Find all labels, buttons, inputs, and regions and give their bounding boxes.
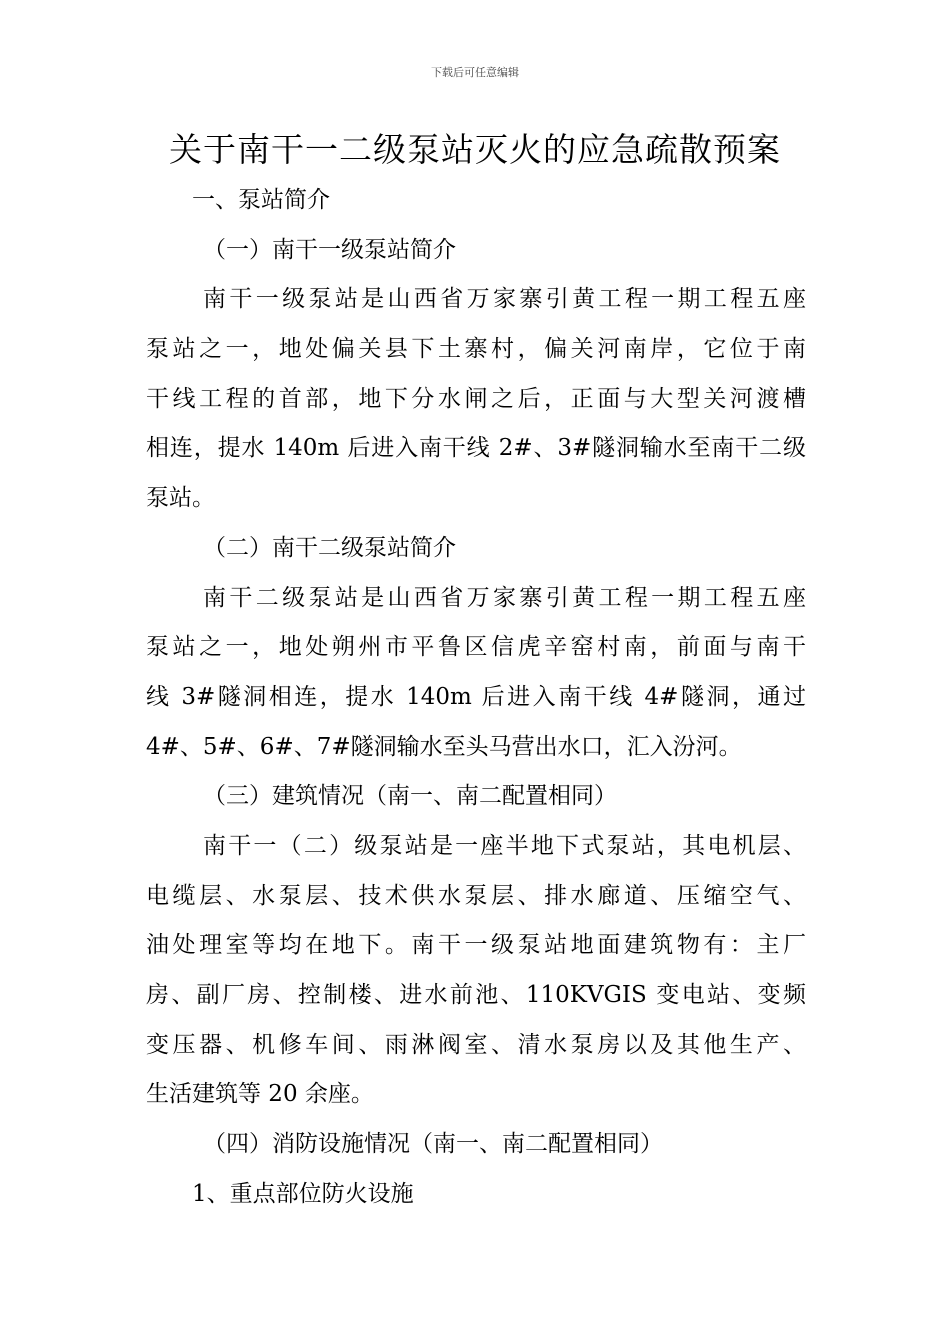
subsection-heading: （四）消防设施情况（南一、南二配置相同） xyxy=(203,1131,663,1158)
paragraph-line: 南干一级泵站是山西省万家寨引黄工程一期工程五座 xyxy=(203,286,806,313)
paragraph-line: 相连，提水 140m 后进入南干线 2#、3#隧洞输水至南干二级 xyxy=(146,435,806,462)
paragraph-line: 泵站。 xyxy=(146,485,215,512)
paragraph-line: 干线工程的首部，地下分水闸之后，正面与大型关河渡槽 xyxy=(146,385,806,412)
paragraph-line: 4#、5#、6#、7#隧洞输水至头马营出水口，汇入汾河。 xyxy=(146,733,742,760)
paragraph-line: 线 3#隧洞相连，提水 140m 后进入南干线 4#隧洞，通过 xyxy=(146,683,806,710)
paragraph-line: 南干一（二）级泵站是一座半地下式泵站，其电机层、 xyxy=(203,832,806,859)
header-watermark: 下载后可任意编辑 xyxy=(431,66,519,79)
subsection-heading: （一）南干一级泵站简介 xyxy=(203,236,456,263)
paragraph-line: 生活建筑等 20 余座。 xyxy=(146,1081,374,1108)
document-title: 关于南干一二级泵站灭火的应急疏散预案 xyxy=(169,130,781,169)
subsection-heading: （三）建筑情况（南一、南二配置相同） xyxy=(203,783,617,810)
paragraph-line: 变压器、机修车间、雨淋阀室、清水泵房以及其他生产、 xyxy=(146,1031,806,1058)
document-body xyxy=(146,176,806,1219)
paragraph-line: 泵站之一，地处朔州市平鲁区信虎辛窑村南，前面与南干 xyxy=(146,634,806,661)
subsection-heading: （二）南干二级泵站简介 xyxy=(203,534,456,561)
paragraph-line: 泵站之一，地处偏关县下土寨村，偏关河南岸，它位于南 xyxy=(146,336,806,363)
item-heading: 1、重点部位防火设施 xyxy=(192,1180,414,1207)
paragraph-line: 电缆层、水泵层、技术供水泵层、排水廊道、压缩空气、 xyxy=(146,882,806,909)
section-heading: 一、泵站简介 xyxy=(192,187,330,213)
paragraph-line: 南干二级泵站是山西省万家寨引黄工程一期工程五座 xyxy=(203,584,806,611)
paragraph-line: 油处理室等均在地下。南干一级泵站地面建筑物有：主厂 xyxy=(146,932,806,959)
paragraph-line: 房、副厂房、控制楼、进水前池、110KVGIS 变电站、变频 xyxy=(146,982,806,1008)
